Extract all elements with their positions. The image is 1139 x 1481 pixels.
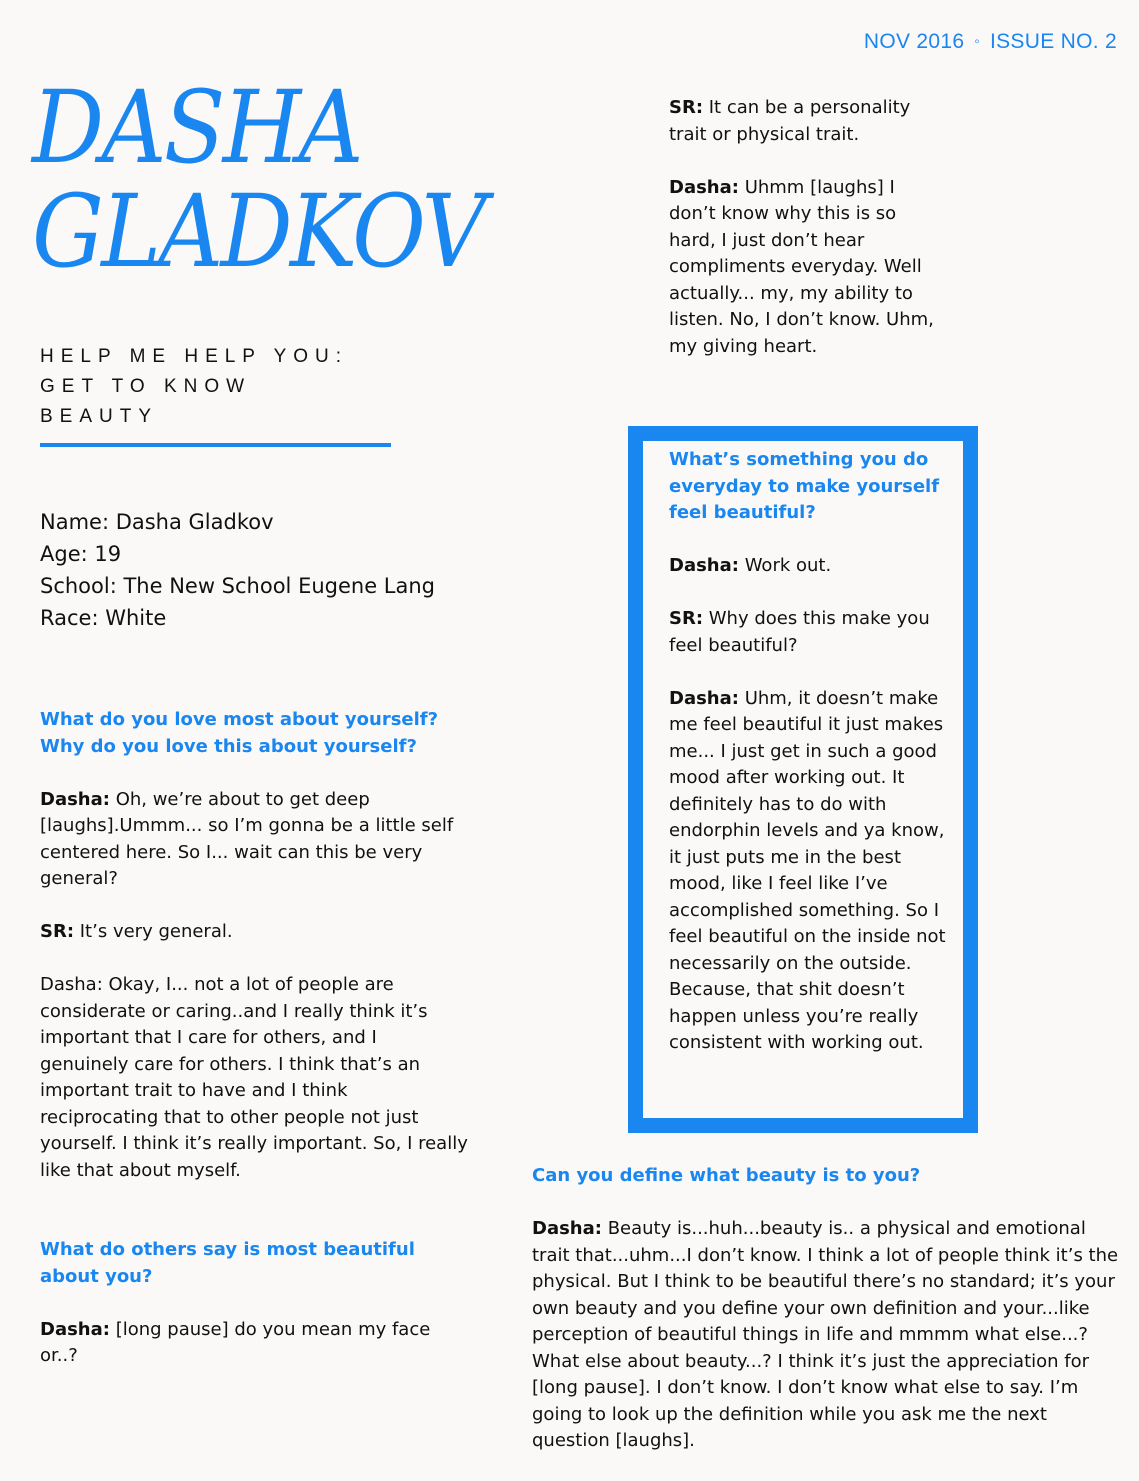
divider-rule [40,443,391,447]
profile-name: Name: Dasha Gladkov [40,510,274,534]
issue-date: NOV 2016 [863,30,965,53]
answer-paragraph [40,787,470,893]
subtitle-line-3: BEAUTY [40,406,159,427]
section-subtitle [40,342,348,432]
answer-text: Beauty is...huh...beauty is.. a physical and emotional trait that...uhm...I don’t know. I think a lot of people think it’s the physical. But I think to be beautiful there’s no standard; it’s your own beauty and you define your own definition and your...like perception of beautiful things in life and mmmm what else...? What else about beauty...? I think it’s just the appreciation for [long pause]. I don’t know. I don’t know what else to say. I’m going to look up the definition while you ask me the next question [laughs]. [532,1218,1119,1451]
answer-text: Oh, we’re about to get deep [laughs].Ummm... so I’m gonna be a little self centered here. So I... wait can this be very general? [40,788,454,889]
answer-paragraph [40,972,470,1184]
page-title [32,69,484,290]
speaker-label: SR: [669,97,704,118]
answer-text: It can be a personality trait or physical trait. [669,97,911,145]
interview-right-bottom-column [532,1163,1122,1481]
separator-dot: ◦ [974,33,980,50]
answer-text: Uhmm [laughs] I don’t know why this is so hard, I just don’t hear compliments everyday. Well actually... my, my ability to listen. No, I don’t know. Uhm, my giving heart. [669,176,934,357]
question-everyday-beauty: What’s something you do everyday to make yourself feel beautiful? [669,449,940,523]
answer-paragraph [532,1216,1122,1455]
interview-left-column [40,707,470,1396]
profile-race: Race: White [40,606,167,630]
issue-number: ISSUE NO. 2 [989,30,1117,53]
speaker-label: SR: [669,608,704,629]
answer-text: Work out. [738,555,832,576]
answer-paragraph [40,1317,470,1370]
answer-text: Dasha: Okay, I... not a lot of people are considerate or caring..and I really think it’s important that I care for others, and I genuinely care for others. I think that’s an important trait to have and I think reciprocating that to other people not just yourself. I think it’s really important. So, I really like that about myself. [40,974,468,1181]
answer-paragraph [669,175,939,361]
speaker-label: Dasha: [532,1218,602,1239]
speaker-label: Dasha: [40,1318,110,1340]
profile-info [40,506,435,634]
interview-right-top-column [669,95,939,387]
speaker-label: Dasha: [669,176,739,198]
answer-text: Uhm, it doesn’t make me feel beautiful it just makes me... I just get in such a good mood after working out. It definitely has to do with endorphin levels and ya know, it just puts me in the best mood, like I feel like I’ve accomplished something. So I feel beautiful on the inside not necessarily on the outside. Because, that shit doesn’t happen unless you’re really consistent with working out. [669,687,946,1053]
answer-text: It’s very general. [74,921,233,942]
subtitle-line-1: HELP ME HELP YOU: [40,346,349,367]
profile-school: School: The New School Eugene Lang [40,574,436,598]
profile-age: Age: 19 [40,542,122,566]
answer-paragraph [669,606,949,659]
question-define-beauty: Can you define what beauty is to you? [532,1165,921,1186]
speaker-label: Dasha: [40,788,110,810]
answer-paragraph [40,919,470,946]
title-line-2: GLADKOV [32,173,484,290]
answer-text: Why does this make you feel beautiful? [669,608,930,656]
question-others-say: What do others say is most beautiful about you? [40,1239,415,1287]
answer-paragraph [669,95,939,148]
question-love-yourself: What do you love most about yourself? Why do you love this about yourself? [40,709,439,757]
title-line-1: DASHA [32,69,361,186]
subtitle-line-2: GET TO KNOW [40,376,252,397]
speaker-label: Dasha: [669,555,739,576]
highlight-box-content [669,447,949,1083]
answer-paragraph [669,686,949,1057]
speaker-label: Dasha: [669,687,739,709]
issue-header [864,30,1117,54]
answer-paragraph [669,553,949,580]
speaker-label: SR: [40,921,75,942]
answer-text: [long pause] do you mean my face or..? [40,1318,431,1366]
